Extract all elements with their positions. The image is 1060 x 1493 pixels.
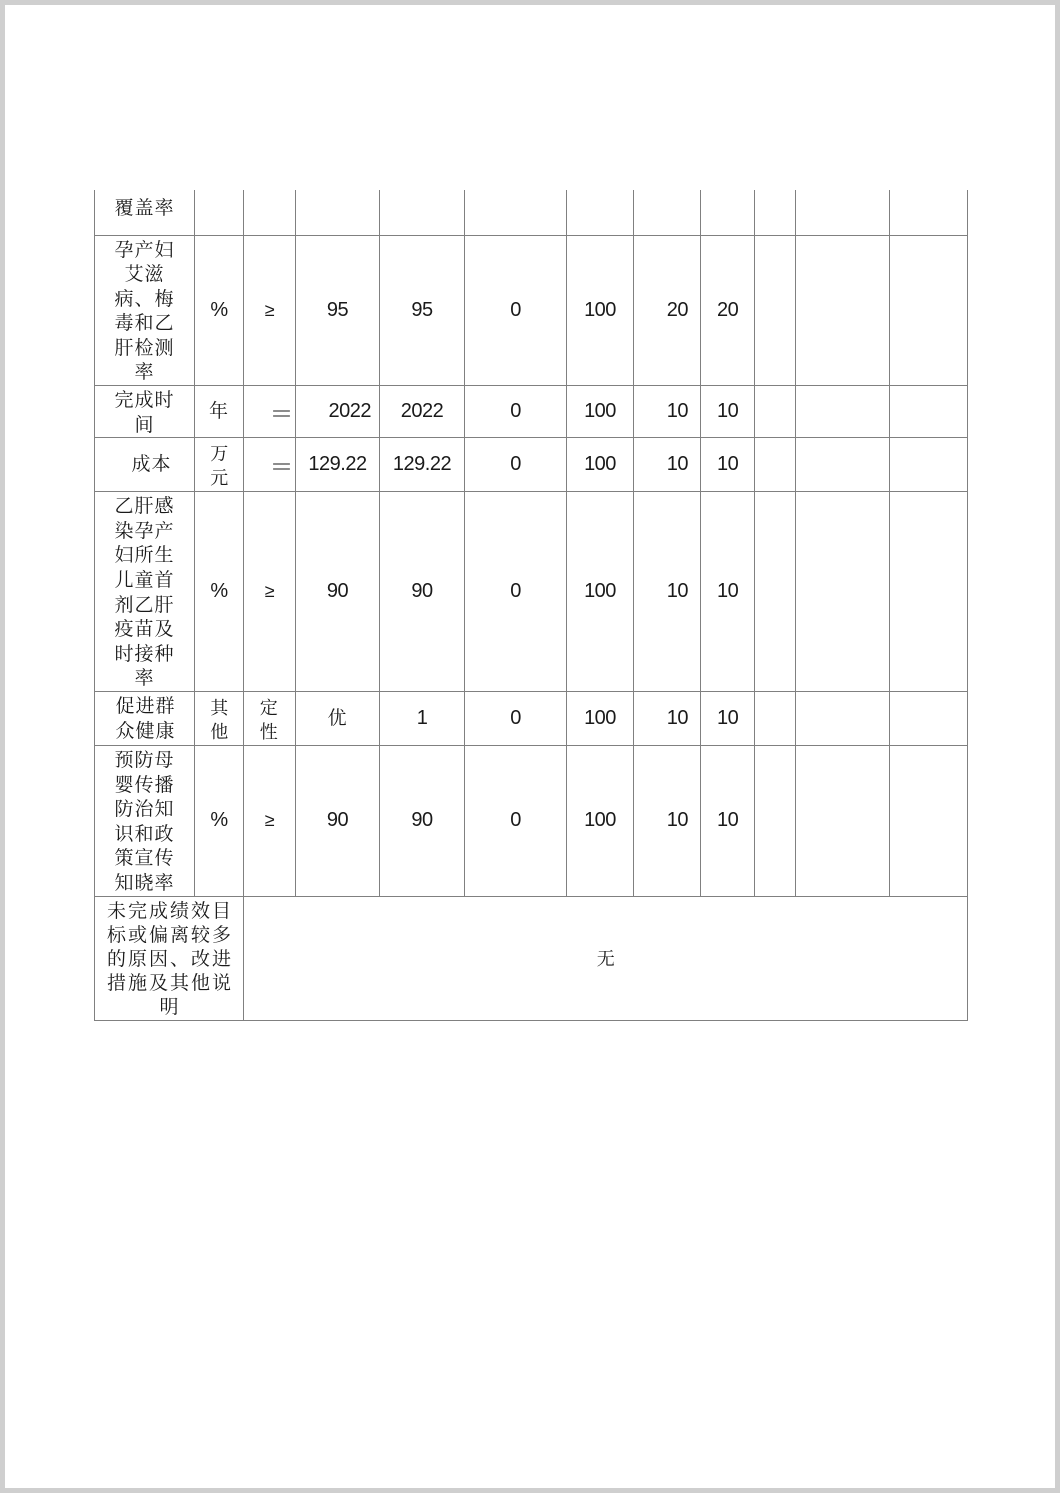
rate-cell: 100	[567, 692, 634, 746]
actual-cell: 90	[380, 746, 465, 897]
target-cell: 90	[296, 492, 380, 692]
note-value: 无	[244, 896, 968, 1020]
score-cell	[701, 190, 755, 235]
indicator-cell: 完成时间	[95, 386, 195, 438]
empty-cell	[796, 386, 890, 438]
indicator-cell: 覆盖率	[95, 190, 195, 235]
empty-cell	[796, 692, 890, 746]
empty-cell	[890, 190, 968, 235]
unit-cell: 其他	[195, 692, 244, 746]
rate-cell: 100	[567, 386, 634, 438]
actual-cell	[380, 190, 465, 235]
target-cell: 129.22	[296, 438, 380, 492]
empty-cell	[890, 438, 968, 492]
symbol-cell	[244, 190, 296, 235]
indicator-cell: 孕产妇艾滋病、梅毒和乙肝检测率	[95, 235, 195, 386]
actual-cell: 129.22	[380, 438, 465, 492]
score-cell: 10	[701, 492, 755, 692]
unit-cell: %	[195, 235, 244, 386]
target-cell: 优	[296, 692, 380, 746]
empty-cell	[755, 746, 796, 897]
rate-cell: 100	[567, 438, 634, 492]
score-cell: 10	[701, 438, 755, 492]
table-row	[95, 438, 968, 492]
target-cell: 2022	[296, 386, 380, 438]
empty-cell	[796, 492, 890, 692]
empty-cell	[890, 492, 968, 692]
empty-cell	[890, 235, 968, 386]
score-cell: 20	[701, 235, 755, 386]
rate-cell	[567, 190, 634, 235]
target-cell	[296, 190, 380, 235]
empty-cell	[890, 746, 968, 897]
unit-cell: 年	[195, 386, 244, 438]
empty-cell	[755, 692, 796, 746]
table-row	[95, 190, 968, 235]
performance-indicator-table	[94, 190, 968, 1021]
symbol-cell: ≥	[244, 492, 296, 692]
target-cell: 90	[296, 746, 380, 897]
deviation-cell: 0	[465, 438, 567, 492]
table-row	[95, 692, 968, 746]
weight-cell: 10	[634, 386, 701, 438]
empty-cell	[796, 746, 890, 897]
note-row	[95, 896, 968, 1020]
deviation-cell: 0	[465, 235, 567, 386]
score-cell: 10	[701, 746, 755, 897]
actual-cell: 90	[380, 492, 465, 692]
deviation-cell: 0	[465, 492, 567, 692]
indicator-cell: 乙肝感染孕产妇所生儿童首剂乙肝疫苗及时接种率	[95, 492, 195, 692]
symbol-cell: ≥	[244, 746, 296, 897]
empty-cell	[796, 438, 890, 492]
actual-cell: 1	[380, 692, 465, 746]
note-label: 未完成绩效目标或偏离较多的原因、改进措施及其他说明	[95, 896, 244, 1020]
symbol-cell: ≥	[244, 235, 296, 386]
rate-cell: 100	[567, 746, 634, 897]
deviation-cell: 0	[465, 692, 567, 746]
empty-cell	[755, 386, 796, 438]
rate-cell: 100	[567, 492, 634, 692]
weight-cell	[634, 190, 701, 235]
empty-cell	[890, 692, 968, 746]
empty-cell	[755, 190, 796, 235]
performance-table-page	[94, 190, 967, 1021]
empty-cell	[796, 190, 890, 235]
symbol-cell: ＝	[244, 386, 296, 438]
indicator-cell: 成本	[95, 438, 195, 492]
indicator-cell: 促进群众健康	[95, 692, 195, 746]
unit-cell	[195, 190, 244, 235]
score-cell: 10	[701, 386, 755, 438]
empty-cell	[755, 235, 796, 386]
indicator-cell: 预防母婴传播防治知识和政策宣传知晓率	[95, 746, 195, 897]
weight-cell: 10	[634, 492, 701, 692]
symbol-cell: 定性	[244, 692, 296, 746]
table-row	[95, 386, 968, 438]
symbol-cell: ＝	[244, 438, 296, 492]
weight-cell: 10	[634, 438, 701, 492]
target-cell: 95	[296, 235, 380, 386]
unit-cell: 万元	[195, 438, 244, 492]
table-row	[95, 492, 968, 692]
score-cell: 10	[701, 692, 755, 746]
deviation-cell	[465, 190, 567, 235]
unit-cell: %	[195, 746, 244, 897]
empty-cell	[890, 386, 968, 438]
deviation-cell: 0	[465, 746, 567, 897]
unit-cell: %	[195, 492, 244, 692]
weight-cell: 10	[634, 692, 701, 746]
rate-cell: 100	[567, 235, 634, 386]
empty-cell	[755, 438, 796, 492]
table-row	[95, 235, 968, 386]
table-row	[95, 746, 968, 897]
deviation-cell: 0	[465, 386, 567, 438]
empty-cell	[755, 492, 796, 692]
actual-cell: 95	[380, 235, 465, 386]
weight-cell: 10	[634, 746, 701, 897]
actual-cell: 2022	[380, 386, 465, 438]
empty-cell	[796, 235, 890, 386]
weight-cell: 20	[634, 235, 701, 386]
